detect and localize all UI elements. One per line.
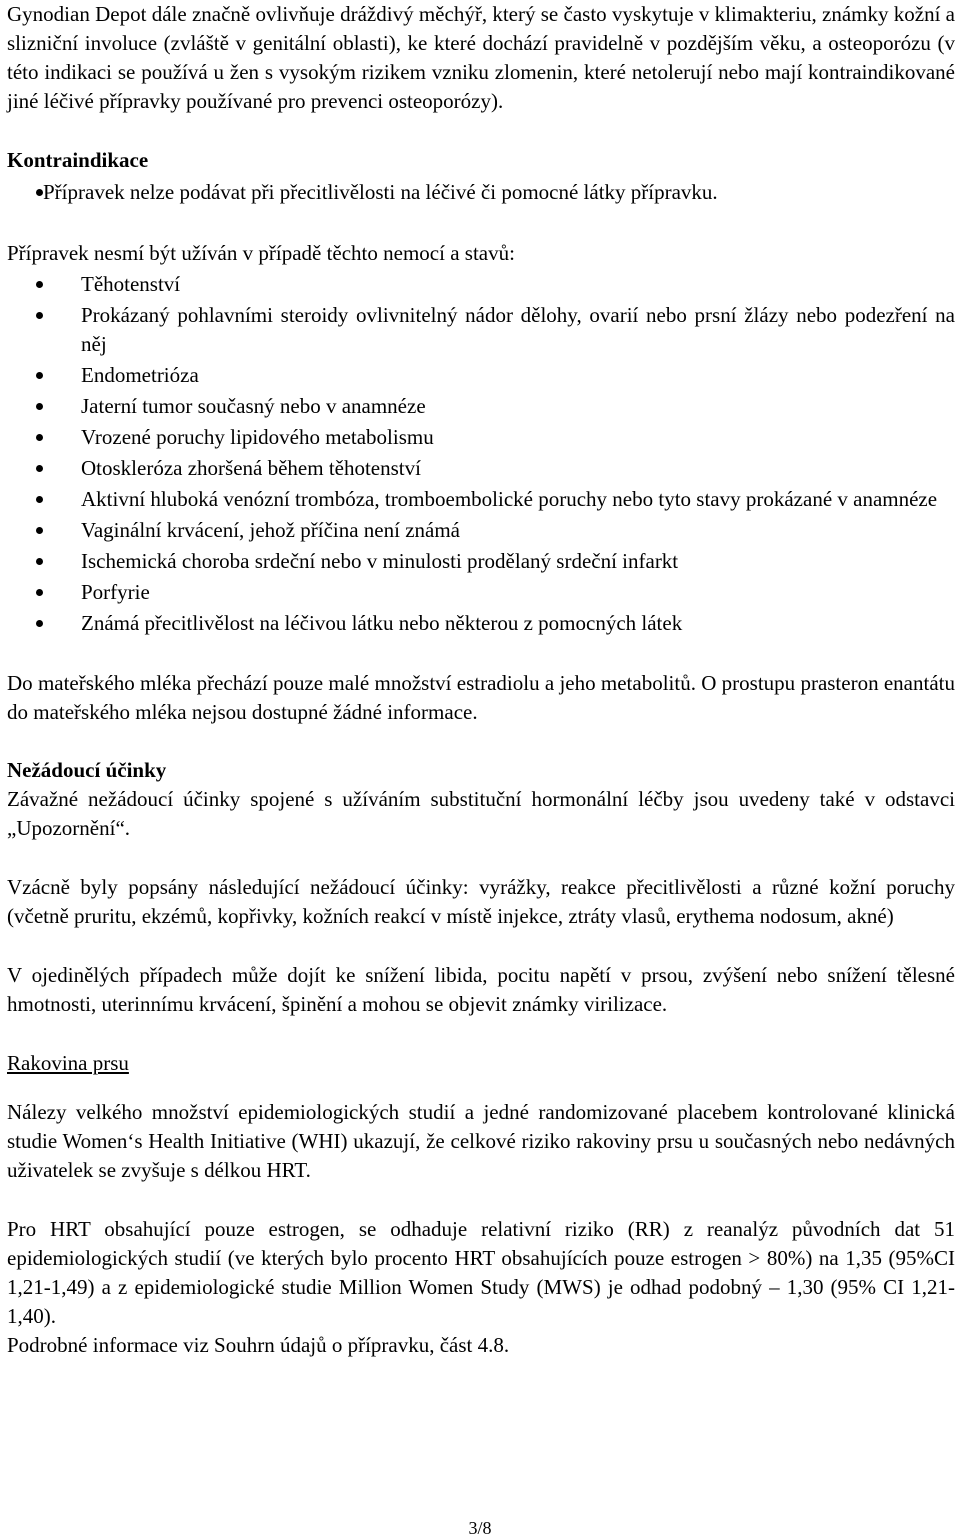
list-item: Těhotenství (7, 270, 955, 299)
list-item: Porfyrie (7, 578, 955, 607)
page-number: 3/8 (468, 1518, 492, 1538)
adverse-paragraph-1: Závažné nežádoucí účinky spojené s užíváním substituční hormonální léčby jsou uvedeny také v odstavci „Upozornění“. (7, 787, 955, 840)
breast-cancer-reference: Podrobné informace viz Souhrn údajů o přípravku, část 4.8. (7, 1333, 510, 1357)
hypersensitivity-list (7, 178, 955, 207)
contraindications-list (7, 270, 955, 638)
list-item: Jaterní tumor současný nebo v anamnéze (7, 392, 955, 421)
contraindications-lead: Přípravek nesmí být užíván v případě těchto nemocí a stavů: (7, 241, 515, 265)
list-item: Přípravek nelze podávat při přecitlivělosti na léčivé či pomocné látky přípravku. (7, 178, 955, 207)
breast-cancer-heading: Rakovina prsu (7, 1051, 129, 1075)
document-page (7, 0, 955, 1360)
adverse-effects-heading: Nežádoucí účinky (7, 758, 167, 782)
breast-cancer-paragraph-2: Pro HRT obsahující pouze estrogen, se odhaduje relativní riziko (RR) z reanalýz původních dat 51 epidemiologických studií (ve kterých bylo procento HRT obsahujících pouze estrogen > 80%) na 1,35 (95%CI 1,21-1,49) a z epidemiologické studie Million Women Study (MWS) je odhad podobný – 1,30 (95% CI 1,21-1,40). (7, 1217, 955, 1328)
adverse-paragraph-3: V ojedinělých případech může dojít ke snížení libida, pocitu napětí v prsou, zvýšení nebo snížení tělesné hmotnosti, uterinnímu krvácení, špinění a mohou se objevit známky virilizace. (7, 963, 955, 1016)
list-item: Vaginální krvácení, jehož příčina není známá (7, 516, 955, 545)
list-item: Endometrióza (7, 361, 955, 390)
list-item: Vrozené poruchy lipidového metabolismu (7, 423, 955, 452)
adverse-paragraph-2: Vzácně byly popsány následující nežádoucí účinky: vyrážky, reakce přecitlivělosti a různé kožní poruchy (včetně pruritu, ekzémů, kopřivky, kožních reakcí v místě injekce, ztráty vlasů, erythema nodosum, akné) (7, 875, 955, 928)
list-item: Otoskleróza zhoršená během těhotenství (7, 454, 955, 483)
list-item: Ischemická choroba srdeční nebo v minulosti prodělaný srdeční infarkt (7, 547, 955, 576)
list-item: Prokázaný pohlavními steroidy ovlivnitelný nádor dělohy, ovarií nebo prsní žlázy nebo podezření na něj (7, 301, 955, 359)
breastfeeding-paragraph: Do mateřského mléka přechází pouze malé množství estradiolu a jeho metabolitů. O prostupu prasteron enantátu do mateřského mléka nejsou dostupné žádné informace. (7, 671, 955, 724)
list-item: Známá přecitlivělost na léčivou látku nebo některou z pomocných látek (7, 609, 955, 638)
intro-paragraph: Gynodian Depot dále značně ovlivňuje dráždivý měchýř, který se často vyskytuje v klimakteriu, známky kožní a slizniční involuce (zvláště v genitální oblasti), ke které dochází pravidelně v pozdějším věku, a osteoporózu (v této indikaci se používá u žen s vysokým rizikem vzniku zlomenin, které netolerují nebo mají kontraindikované jiné léčivé přípravky používané pro prevenci osteoporózy). (7, 2, 955, 113)
breast-cancer-paragraph-1: Nálezy velkého množství epidemiologických studií a jedné randomizované placebem kontrolované klinická studie Women‘s Health Initiative (WHI) ukazují, že celkové riziko rakoviny prsu u současných nebo nedávných uživatelek se zvyšuje s délkou HRT. (7, 1100, 955, 1182)
list-item: Aktivní hluboká venózní trombóza, tromboembolické poruchy nebo tyto stavy prokázané v anamnéze (7, 485, 955, 514)
contraindications-heading: Kontraindikace (7, 148, 149, 172)
